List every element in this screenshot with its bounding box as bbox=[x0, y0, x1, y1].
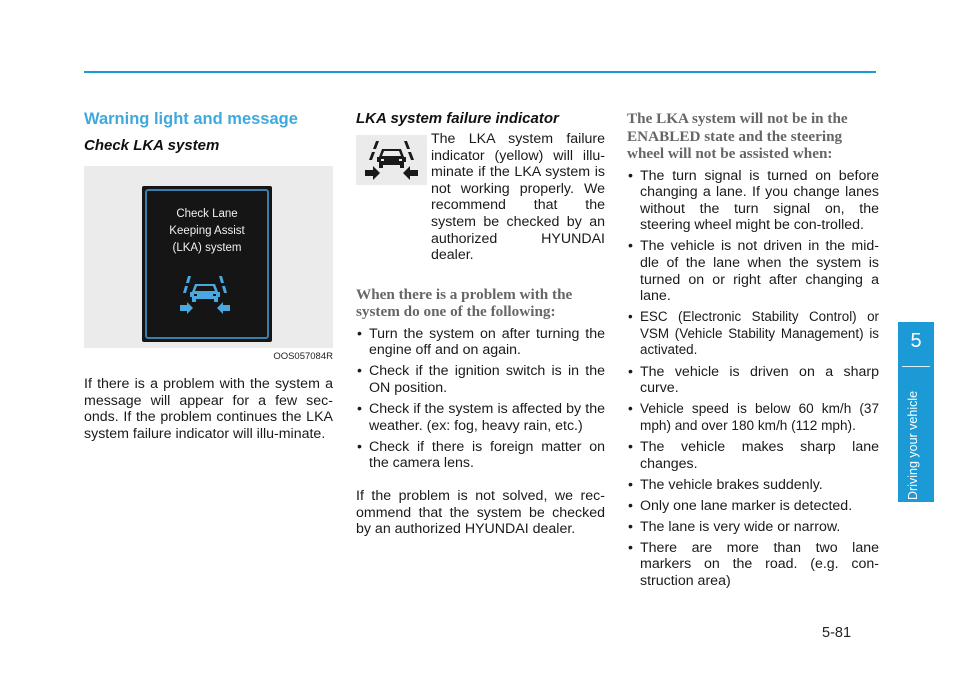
chapter-label: Driving your vehicle bbox=[906, 390, 920, 500]
list-item: • Vehicle speed is below 60 km/h (37 mph) and over 180 km/h (112 mph). bbox=[627, 401, 879, 434]
not-enabled-heading: The LKA system will not be in the ENABLED state and the steering wheel will not be assisted when: bbox=[627, 110, 848, 162]
list-item: • The vehicle is driven on a sharp curve. bbox=[627, 364, 879, 397]
page-number: 5-81 bbox=[822, 625, 852, 641]
chapter-tab-divider bbox=[902, 366, 930, 367]
list-item: • There are more than two lane markers on the road. (e.g. con-struction area) bbox=[627, 540, 879, 590]
lka-car-lanes-icon bbox=[178, 272, 232, 319]
list-item: • Check if the ignition switch is in the ON position. bbox=[356, 363, 605, 396]
list-item: • Turn the system on after turning the engine off and on again. bbox=[356, 326, 605, 359]
chapter-number: 5 bbox=[910, 330, 922, 352]
list-item: • The turn signal is turned on before changing a lane. If you change lanes without the turn signal on, the steering wheel might be con-trolled. bbox=[627, 168, 879, 234]
column-middle bbox=[356, 110, 605, 538]
indicator-row bbox=[356, 131, 605, 264]
list-item: • Check if the system is affected by the weather. (ex: fog, heavy rain, etc.) bbox=[356, 401, 605, 434]
chapter-tab bbox=[898, 322, 934, 502]
section-heading-lka-failure: LKA system failure indicator bbox=[356, 110, 559, 127]
list-item: • The vehicle is not driven in the mid-dle of the lane when the system is turned on or right after changing a lane. bbox=[627, 238, 879, 304]
list-item: • ESC (Electronic Stability Control) or VSM (Vehicle Stability Management) is activated. bbox=[627, 309, 879, 359]
cluster-figure bbox=[84, 166, 333, 348]
column-left bbox=[84, 110, 333, 442]
not-enabled-list bbox=[627, 168, 879, 590]
paragraph: If there is a problem with the system a message will appear for a few sec-onds. If the problem continues the LKA system failure indicator will illu-minate. bbox=[84, 376, 333, 442]
problem-heading: When there is a problem with the system do one of the following: bbox=[356, 285, 573, 321]
indicator-text: The LKA system failure indicator (yellow) will illu-minate if the LKA system is not working properly. We recommend that the system be checked by an authorized HYUNDAI dealer. bbox=[431, 131, 605, 264]
list-item: • The vehicle makes sharp lane changes. bbox=[627, 439, 879, 472]
lka-indicator-icon bbox=[356, 135, 427, 185]
list-item: • The vehicle brakes suddenly. bbox=[627, 477, 879, 494]
list-item: • Only one lane marker is detected. bbox=[627, 498, 879, 515]
figure-code: OOS057084R bbox=[273, 351, 333, 362]
list-item: • Check if there is foreign matter on the camera lens. bbox=[356, 439, 605, 472]
section-heading: Warning light and message bbox=[84, 110, 298, 128]
cluster-display bbox=[142, 186, 272, 342]
list-item: • The lane is very wide or narrow. bbox=[627, 519, 879, 536]
problem-list bbox=[356, 326, 605, 472]
column-right bbox=[627, 110, 879, 594]
subheading: Check LKA system bbox=[84, 137, 220, 154]
cluster-message: Check Lane Keeping Assist (LKA) system bbox=[169, 208, 245, 254]
top-rule bbox=[84, 71, 876, 73]
closing-paragraph: If the problem is not solved, we rec-ommend that the system be checked by an authorized HYUNDAI dealer. bbox=[356, 488, 605, 538]
